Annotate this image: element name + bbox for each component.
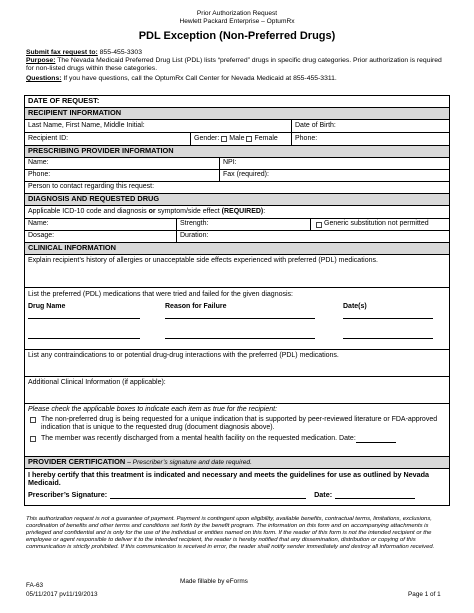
signature-line — [28, 491, 446, 499]
contraindications-field[interactable]: List any contraindications to or potential drug-drug interactions with the preferred (PDL) medications. — [28, 352, 339, 359]
pdl-tried-block — [25, 288, 449, 349]
fax-value: 855-455-3303 — [97, 49, 142, 56]
certify-text: I hereby certify that this treatment is indicated and necessary and meets the guidelines for use as outlined by Nevada Medicaid. — [28, 470, 430, 488]
purpose-line — [26, 57, 450, 73]
header-line-1: Prior Authorization Request — [196, 10, 278, 17]
male-label: Male — [229, 134, 245, 142]
questions-label: Questions: — [26, 75, 62, 82]
unique-indication-checkbox[interactable] — [30, 417, 36, 423]
icd-colon: : — [263, 207, 266, 215]
certification-section-header — [25, 457, 449, 469]
page-title: PDL Exception (Non-Preferred Drugs) — [138, 30, 336, 42]
clinical-section-header — [25, 243, 449, 255]
drug-section-title: DIAGNOSIS AND REQUESTED DRUG — [25, 194, 449, 205]
certify-block — [25, 469, 449, 505]
pdl-tried-label: List the preferred (PDL) medications that were tried and failed for the given diagnosis: — [28, 291, 293, 298]
pdl-row — [25, 288, 449, 350]
purpose-label: Purpose: — [26, 57, 56, 64]
icd-text-2: symptom/side effect — [155, 207, 222, 215]
col-dates: Date(s) — [343, 303, 367, 310]
check-item-1 — [28, 416, 446, 432]
icd-text-1: Applicable ICD-10 code and diagnosis — [28, 207, 149, 215]
recipient-id-row — [25, 133, 449, 146]
fillable-credit: Made fillable by eForms — [180, 578, 248, 585]
strength-field[interactable]: Strength: — [177, 219, 311, 230]
questions-line — [26, 75, 450, 83]
certification-section-title — [25, 457, 449, 468]
generic-field — [311, 219, 449, 230]
reason-line-1[interactable] — [165, 312, 315, 319]
contact-person-field[interactable]: Person to contact regarding this request: — [28, 183, 155, 191]
recipient-id-field[interactable]: Recipient ID: — [25, 133, 191, 145]
female-checkbox[interactable] — [246, 136, 252, 142]
recipient-section-title: RECIPIENT INFORMATION — [25, 108, 449, 119]
disclaimer: This authorization request is not a guarantee of payment. Payment is contingent upon eligibility, available benefits, contractual terms, limitations, exclusions, coordination of benefits and other terms and conditions set forth by the benefit program. The information on this form and on accompanying attachments is privileged and confidential and is only for the use of the individual or entities named on this form. If the reader of this form is not the intended recipient or the employee or agent responsible to deliver it to the intended recipient, the reader is hereby notified that any dissemination, distribution or copying of this communication is strictly prohibited. If this communication is received in error, the reader shall notify sender immediately and destroy all information received. — [26, 516, 435, 551]
col-drug-name: Drug Name — [28, 303, 66, 310]
certification-note: – Prescriber’s signature and date required. — [127, 458, 252, 466]
date-of-request-row — [25, 96, 449, 108]
icd-row — [25, 206, 449, 219]
female-label: Female — [254, 134, 278, 142]
drug-section-header — [25, 194, 449, 206]
checks-block — [25, 404, 449, 456]
col-reason: Reason for Failure — [165, 303, 227, 310]
generic-label: Generic substitution not permitted — [324, 220, 429, 228]
check-item-2 — [28, 435, 446, 443]
dosage-row — [25, 231, 449, 243]
date-of-birth-field[interactable]: Date of Birth: — [295, 121, 336, 129]
discharge-checkbox[interactable] — [30, 436, 36, 442]
date-field[interactable] — [335, 492, 415, 499]
recipient-section-header — [25, 108, 449, 120]
recipient-name-field[interactable]: Last Name, First Name, Middle Initial: — [25, 120, 292, 132]
gender-field — [191, 133, 292, 145]
questions-text: If you have questions, call the OptumRx Call Center for Nevada Medicaid at 855-455-3311. — [61, 75, 337, 82]
prescriber-section-title: PRESCRIBING PROVIDER INFORMATION — [25, 146, 449, 157]
prescriber-name-field[interactable]: Name: — [25, 158, 220, 169]
prescriber-phone-field[interactable]: Phone: — [25, 170, 220, 181]
recipient-name-row — [25, 120, 449, 133]
icd-field[interactable] — [25, 206, 449, 218]
drug-line-2[interactable] — [28, 332, 140, 339]
checks-row — [25, 404, 449, 457]
fax-line — [26, 49, 450, 57]
drug-line-1[interactable] — [28, 312, 140, 319]
male-checkbox[interactable] — [221, 136, 227, 142]
recipient-phone-field[interactable]: Phone: — [295, 134, 318, 142]
check-1-text: The non-preferred drug is being requested for a unique indication that is supported by peer-reviewed literature or FDA-approved indication that is unique to the requested drug (document diagnosis above). — [41, 416, 438, 432]
prescriber-name-row — [25, 158, 449, 170]
fax-label: Submit fax request to: — [26, 49, 98, 56]
generic-checkbox[interactable] — [316, 222, 322, 228]
check-2-text: The member was recently discharged from a mental health facility on the requested medication. Date: — [41, 435, 356, 443]
dosage-field[interactable]: Dosage: — [25, 231, 177, 242]
signature-label: Prescriber’s Signature: — [28, 489, 108, 499]
prescriber-fax-field[interactable]: Fax (required): — [223, 171, 269, 179]
signature-field[interactable] — [110, 492, 306, 499]
certify-row — [25, 469, 449, 505]
date-label: Date: — [314, 489, 333, 499]
form-version: 05/11/2017 pv11/19/2013 — [26, 591, 98, 598]
history-field[interactable]: Explain recipient’s history of allergies or unacceptable side effects experienced with preferred (PDL) medications. — [28, 257, 378, 264]
npi-field[interactable]: NPI: — [223, 159, 237, 167]
gender-label: Gender: — [194, 134, 220, 142]
pa-form — [24, 95, 450, 506]
reason-line-2[interactable] — [165, 332, 315, 339]
additional-row — [25, 377, 449, 404]
form-id: FA-63 — [26, 582, 44, 589]
contact-person-row — [25, 182, 449, 194]
clinical-section-title: CLINICAL INFORMATION — [25, 243, 449, 254]
date-of-request-field[interactable]: DATE OF REQUEST: — [28, 96, 100, 106]
prescriber-section-header — [25, 146, 449, 158]
history-row — [25, 255, 449, 288]
icd-or: or — [148, 207, 156, 215]
drug-name-row — [25, 219, 449, 231]
page-number: Page 1 of 1 — [408, 591, 441, 598]
dates-line-2[interactable] — [343, 332, 433, 339]
header-line-2: Hewlett Packard Enterprise – OptumRx — [179, 18, 295, 25]
prescriber-phone-row — [25, 170, 449, 182]
check-instructions: Please check the applicable boxes to indicate each item as true for the recipient: — [28, 406, 278, 413]
additional-info-field[interactable]: Additional Clinical Information (if applicable): — [28, 379, 166, 386]
icd-required: (REQUIRED) — [221, 207, 264, 215]
discharge-date-line[interactable] — [356, 436, 396, 443]
duration-field[interactable]: Duration: — [180, 232, 209, 240]
certification-title: PROVIDER CERTIFICATION — [28, 457, 126, 467]
drug-name-field[interactable]: Name: — [25, 219, 177, 230]
contraindications-row — [25, 350, 449, 377]
dates-line-1[interactable] — [343, 312, 433, 319]
purpose-text: The Nevada Medicaid Preferred Drug List (PDL) lists “preferred” drugs in specific drug categories. Prior authorization is required for non-listed drugs within these categories. — [26, 57, 442, 72]
